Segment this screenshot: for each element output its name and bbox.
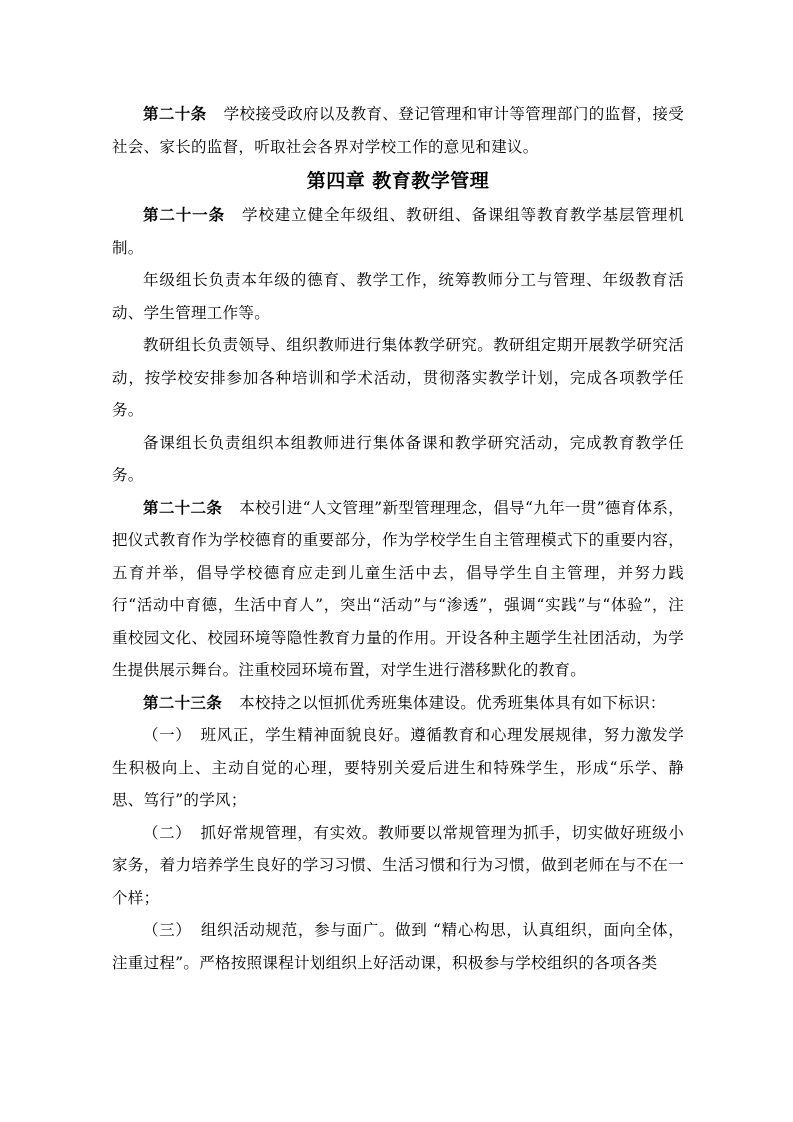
item-text: 抓好常规管理，有实效。教师要以常规管理为抓手，切实做好班级小家务，着力培养学生良好的学习习惯、生活习惯和行为习惯，做到老师在与不在一个样；	[112, 823, 684, 907]
article-text: 学校接受政府以及教育、登记管理和审计等管理部门的监督，接受社会、家长的监督，听取社会各界对学校工作的意见和建议。	[112, 105, 685, 156]
article-text: 本校引进“人文管理”新型管理理念，倡导“九年一贯”德育体系，把仪式教育作为学校德育的重要部分，作为学校学生自主管理模式下的重要内容，五育并举，倡导学校德育应走到儿童生活中去，倡导学生自主管理，并努力践行“活动中育德，生活中育人”，突出“活动”与“渗透”，强调“实践”与“体验”，注重校园文化、校园环境等隐性教育力量的作用。开设各种主题学生社团活动，为学生提供展示舞台。注重校园环境布置，对学生进行潜移默化的教育。	[112, 498, 684, 679]
article-number: 第二十条	[143, 105, 207, 123]
item-label: （一）	[143, 726, 192, 744]
item-label: （三）	[143, 921, 192, 939]
article-number: 第二十二条	[143, 498, 223, 517]
paragraph: 教研组长负责领导、组织教师进行集体教学研究。教研组定期开展教学研究活动，按学校安排参加各种培训和学术活动，贯彻落实教学计划，完成各项教学任务。	[112, 336, 684, 419]
article-number: 第二十一条	[143, 206, 225, 224]
article-number: 第二十三条	[143, 693, 223, 712]
item-text: 班风正，学生精神面貌良好。遵循教育和心理发展规律，努力激发学生积极向上、主动自觉的心理，要特别关爱后进生和特殊学生，形成“乐学、静思、笃行”的学风；	[112, 726, 684, 809]
article-20	[112, 98, 684, 163]
list-item	[112, 914, 684, 979]
item-text: 组织活动规范，参与面广。做到 “精心构思，认真组织，面向全体，注重过程”。严格按照课程计划组织上好活动课，积极参与学校组织的各项各类	[112, 921, 685, 972]
paragraph: 年级组长负责本年级的德育、教学工作，统筹教师分工与管理、年级教育活动、学生管理工作等。	[112, 271, 684, 322]
article-text: 学校建立健全年级组、教研组、备课组等教育教学基层管理机制。	[112, 206, 684, 257]
article-22	[112, 492, 684, 687]
chapter-title: 第四章 教育教学管理	[306, 170, 490, 192]
item-label: （二）	[143, 823, 192, 842]
paragraph: 备课组长负责组织本组教师进行集体备课和教学研究活动，完成教育教学任务。	[112, 433, 684, 484]
list-item	[112, 817, 684, 915]
document-page	[112, 98, 684, 979]
article-23	[112, 687, 684, 720]
article-21	[112, 199, 684, 264]
list-item	[112, 719, 684, 817]
article-text: 本校持之以恒抓优秀班集体建设。优秀班集体具有如下标识：	[239, 693, 666, 712]
